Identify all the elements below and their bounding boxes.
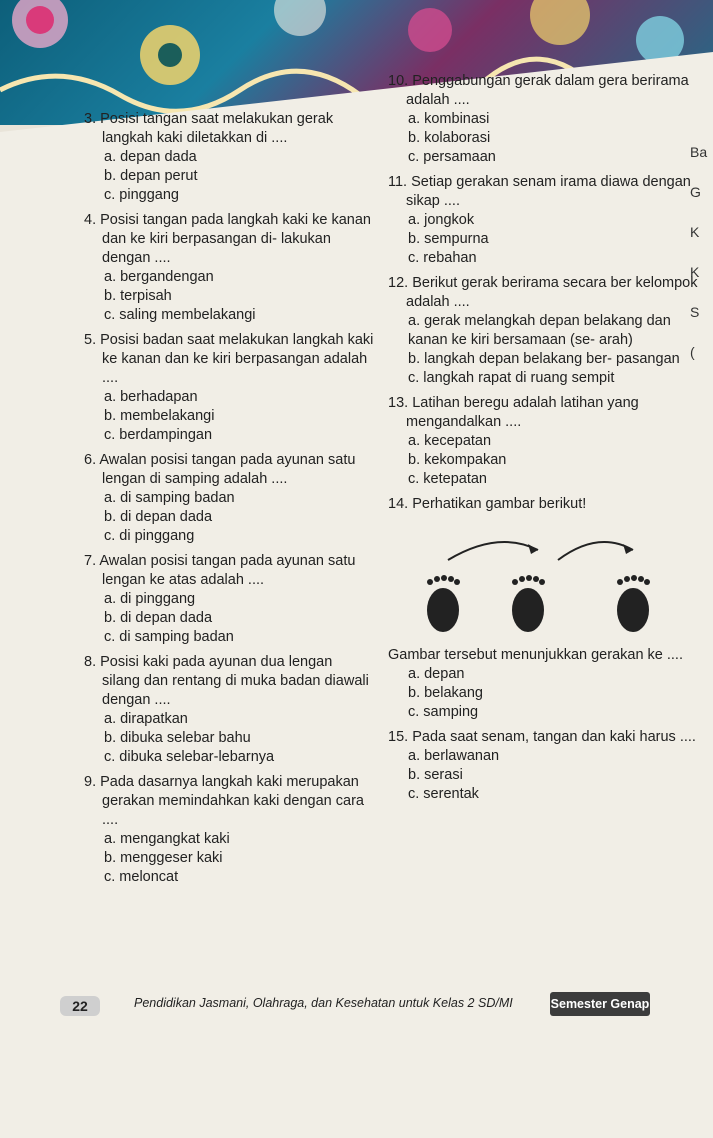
option-a[interactable]: a. bergandengan [104, 269, 214, 285]
option-c[interactable]: c. di pinggang [104, 528, 195, 544]
question-6: 6. Awalan posisi tangan pada ayunan satu lengan di samping adalah .... a. di samping badan b. di depan dada c. di pinggang [84, 451, 374, 546]
question-text: Posisi badan saat melakukan langkah kaki ke kanan dan ke kiri berpasangan adalah .... [100, 332, 374, 386]
option-a[interactable]: a. dirapatkan [104, 711, 188, 727]
question-13: 13. Latihan beregu adalah latihan yang mengandalkan .... a. kecepatan b. kekompakan c. ketepatan [388, 394, 698, 489]
question-text: Perhatikan gambar berikut! [412, 496, 587, 512]
option-c[interactable]: c. langkah rapat di ruang sempit [408, 370, 615, 386]
question-7: 7. Awalan posisi tangan pada ayunan satu lengan ke atas adalah .... a. di pinggang b. di depan dada c. di samping badan [84, 552, 374, 647]
option-c[interactable]: c. samping [408, 704, 479, 720]
question-text: Posisi kaki pada ayunan dua lengan silang dan rentang di muka badan diawali dengan .... [100, 654, 369, 708]
question-text: Pada saat senam, tangan dan kaki harus .... [412, 729, 696, 745]
footsteps-figure [388, 520, 688, 640]
side-letter: K [690, 224, 700, 240]
option-b[interactable]: b. belakang [408, 685, 483, 701]
option-c[interactable]: c. meloncat [104, 869, 179, 885]
option-a[interactable]: a. depan dada [104, 149, 197, 165]
left-question-column [84, 110, 374, 893]
option-a[interactable]: a. depan [408, 666, 465, 682]
semester-badge: Semester Genap [550, 992, 650, 1016]
option-b[interactable]: b. terpisah [104, 288, 172, 304]
option-b[interactable]: b. depan perut [104, 168, 198, 184]
question-10: 10. Penggabungan gerak dalam gera berirama adalah .... a. kombinasi b. kolaborasi c. persamaan [388, 72, 698, 167]
option-b[interactable]: b. sempurna [408, 231, 489, 247]
question-11: 11. Setiap gerakan senam irama diawa dengan sikap .... a. jongkok b. sempurna c. rebahan [388, 173, 698, 268]
option-b[interactable]: b. serasi [408, 767, 463, 783]
option-b[interactable]: b. di depan dada [104, 610, 213, 626]
question-text: Latihan beregu adalah latihan yang mengandalkan .... [406, 395, 639, 430]
page-footer [60, 982, 700, 1022]
question-text: Awalan posisi tangan pada ayunan satu lengan di samping adalah .... [99, 452, 356, 487]
option-c[interactable]: c. dibuka selebar-lebarnya [104, 749, 275, 765]
option-b[interactable]: b. kekompakan [408, 452, 507, 468]
question-9: 9. Pada dasarnya langkah kaki merupakan gerakan memindahkan kaki dengan cara .... a. mengangkat kaki b. menggeser kaki c. meloncat [84, 773, 374, 887]
option-a[interactable]: a. berhadapan [104, 389, 198, 405]
option-c[interactable]: c. persamaan [408, 149, 496, 165]
option-a[interactable]: a. di samping badan [104, 490, 235, 506]
page-number: 22 [60, 996, 100, 1016]
question-5: 5. Posisi badan saat melakukan langkah kaki ke kanan dan ke kiri berpasangan adalah .... a. berhadapan b. membelakangi c. berdampingan [84, 332, 374, 443]
book-title: Pendidikan Jasmani, Olahraga, dan Kesehatan untuk Kelas 2 SD/MI [134, 996, 513, 1010]
option-b[interactable]: b. di depan dada [104, 509, 213, 525]
option-b[interactable]: b. dibuka selebar bahu [104, 730, 251, 746]
option-a[interactable]: a. gerak melangkah depan belakang dan kanan ke kiri bersamaan (se- arah) [408, 313, 671, 348]
option-b[interactable]: b. menggeser kaki [104, 850, 223, 866]
adjacent-page-edge [690, 132, 713, 372]
worksheet-page [0, 52, 713, 1138]
question-14-followup: Gambar tersebut menunjukkan gerakan ke .... [388, 647, 683, 663]
question-text: Posisi tangan pada langkah kaki ke kanan dan ke kiri berpasangan di- lakukan dengan .... [100, 212, 371, 266]
question-text: Awalan posisi tangan pada ayunan satu lengan ke atas adalah .... [99, 553, 356, 588]
right-question-column [388, 72, 698, 810]
option-c[interactable]: c. rebahan [408, 250, 477, 266]
option-b[interactable]: b. langkah depan belakang ber- pasangan [408, 351, 680, 367]
option-c[interactable]: c. serentak [408, 786, 479, 802]
question-12: 12. Berikut gerak berirama secara ber kelompok adalah .... a. gerak melangkah depan belakang dan kanan ke kiri bersamaan (se- arah) b. langkah depan belakang ber- pasangan c. langkah rapat di ruang sempit [388, 275, 698, 386]
option-a[interactable]: a. kombinasi [408, 111, 490, 127]
question-4: 4. Posisi tangan pada langkah kaki ke kanan dan ke kiri berpasangan di- lakukan dengan .... a. bergandengan b. terpisah c. saling membelakangi [84, 211, 374, 325]
question-14: 14. Perhatikan gambar berikut! Gambar tersebut menunjukkan gerakan ke .... a. depan b. belakang c. samping [388, 495, 698, 722]
option-c[interactable]: c. di samping badan [104, 629, 234, 645]
option-a[interactable]: a. mengangkat kaki [104, 831, 230, 847]
question-8: 8. Posisi kaki pada ayunan dua lengan silang dan rentang di muka badan diawali dengan .... a. dirapatkan b. dibuka selebar bahu c. dibuka selebar-lebarnya [84, 653, 374, 767]
question-15: 15. Pada saat senam, tangan dan kaki harus .... a. berlawanan b. serasi c. serentak [388, 728, 698, 804]
side-letter: K [690, 264, 700, 280]
side-letter: ( [690, 344, 695, 360]
arrow-icon [448, 542, 633, 560]
footprint-icon [427, 575, 650, 632]
question-text: Pada dasarnya langkah kaki merupakan gerakan memindahkan kaki dengan cara .... [100, 774, 364, 828]
option-c[interactable]: c. pinggang [104, 187, 179, 203]
question-text: Posisi tangan saat melakukan gerak langkah kaki diletakkan di .... [100, 111, 334, 146]
option-a[interactable]: a. jongkok [408, 212, 475, 228]
option-b[interactable]: b. membelakangi [104, 408, 215, 424]
option-b[interactable]: b. kolaborasi [408, 130, 491, 146]
option-a[interactable]: a. kecepatan [408, 433, 492, 449]
question-text: Berikut gerak berirama secara ber kelompok adalah .... [406, 275, 698, 310]
side-letter: G [690, 184, 701, 200]
question-text: Setiap gerakan senam irama diawa dengan sikap .... [406, 174, 691, 209]
option-a[interactable]: a. di pinggang [104, 591, 196, 607]
question-text: Penggabungan gerak dalam gera berirama adalah .... [406, 73, 689, 108]
side-letter: Ba [690, 144, 708, 160]
option-c[interactable]: c. berdampingan [104, 427, 213, 443]
option-c[interactable]: c. saling membelakangi [104, 307, 256, 323]
side-letter: S [690, 304, 700, 320]
option-a[interactable]: a. berlawanan [408, 748, 500, 764]
option-c[interactable]: c. ketepatan [408, 471, 487, 487]
question-3: 3. Posisi tangan saat melakukan gerak langkah kaki diletakkan di .... a. depan dada b. depan perut c. pinggang [84, 110, 374, 205]
